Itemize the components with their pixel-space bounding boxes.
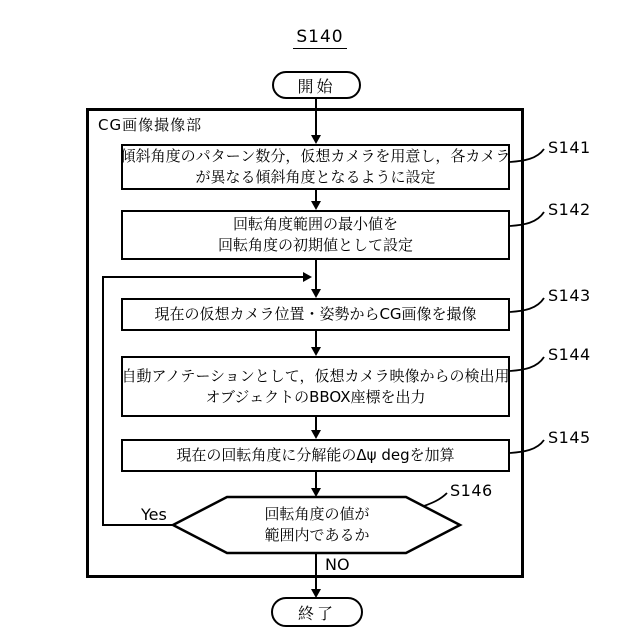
step-label-s145: S145 — [548, 428, 591, 447]
process-box-s145 — [121, 439, 510, 472]
end-terminator — [271, 597, 363, 627]
process-text: 現在の仮想カメラ位置・姿勢からCG画像を撮像 — [154, 305, 477, 323]
end-label: 終了 — [297, 603, 336, 623]
step-label-s143: S143 — [548, 286, 591, 305]
branch-label-yes: Yes — [141, 505, 167, 524]
process-text: オブジェクトのBBOX座標を出力 — [205, 387, 426, 406]
process-box-s143 — [121, 298, 510, 331]
decision-box-s146 — [227, 499, 407, 551]
process-text: 回転角度の初期値として設定 — [217, 236, 413, 254]
process-text: 自動アノテーションとして，仮想カメラ映像からの検出用 — [121, 366, 510, 385]
step-label-s144: S144 — [548, 345, 591, 364]
process-text: 回転角度範囲の最小値を — [232, 215, 398, 233]
process-box-s142 — [121, 210, 510, 260]
decision-text: 回転角度の値が — [264, 505, 370, 523]
step-label-s142: S142 — [548, 200, 591, 219]
container-label: CG画像撮像部 — [98, 116, 203, 134]
process-text: 傾斜角度のパターン数分，仮想カメラを用意し，各カメラ — [120, 147, 511, 165]
start-label: 開始 — [297, 76, 336, 96]
process-box-s144 — [121, 356, 510, 417]
step-label-s146: S146 — [450, 481, 493, 500]
process-text: 現在の回転角度に分解能のΔψ degを加算 — [176, 446, 455, 464]
step-label-s141: S141 — [548, 138, 591, 157]
process-text: が異なる傾斜角度となるように設定 — [195, 168, 436, 186]
branch-label-no: NO — [325, 555, 350, 574]
decision-text: 範囲内であるか — [264, 526, 370, 544]
figure-title-text: S140 — [293, 27, 346, 49]
process-box-s141 — [121, 144, 510, 190]
